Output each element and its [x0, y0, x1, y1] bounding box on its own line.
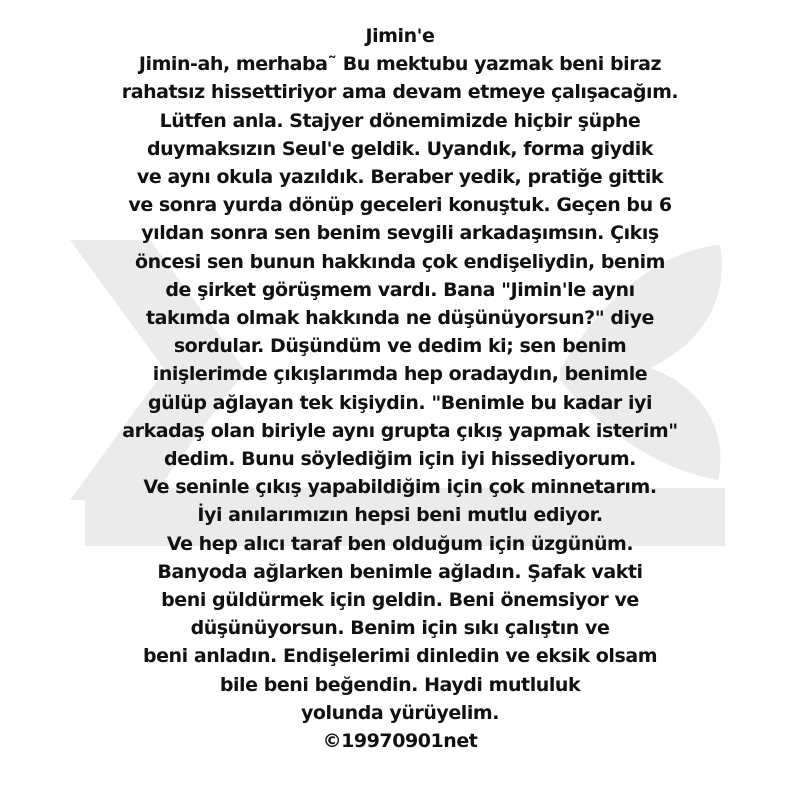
letter-line: Jimin-ah, merhaba˜ Bu mektubu yazmak beni biraz — [138, 53, 662, 76]
letter-line: takımda olmak hakkında ne düşünüyorsun?" diye — [146, 307, 654, 330]
letter-line: Ve seninle çıkış yapabildiğim için çok minnetarım. — [143, 476, 657, 499]
letter-line: beni güldürmek için geldin. Beni önemsiyor ve — [161, 589, 639, 612]
letter-line: de şirket görüşmem vardı. Bana "Jimin'le aynı — [165, 278, 635, 301]
letter-line: ve aynı okula yazıldık. Beraber yedik, pratiğe gittik — [136, 166, 664, 189]
letter-line: beni anladın. Endişelerimi dinledin ve eksik olsam — [142, 645, 658, 668]
letter-line: öncesi sen bunun hakkında çok endişeliydin, benim — [135, 250, 665, 273]
letter-signature: ©19970901net — [322, 730, 478, 753]
letter-line: gülüp ağlayan tek kişiydin. "Benimle bu kadar iyi — [147, 391, 653, 414]
letter-line: Lütfen anla. Stajyer dönemimizde hiçbir şüphe — [159, 109, 641, 132]
letter-line: İyi anılarımızın hepsi beni mutlu ediyor. — [197, 504, 603, 527]
letter-line: ve sonra yurda dönüp geceleri konuştuk. Geçen bu 6 — [128, 194, 672, 217]
letter-body — [0, 22, 800, 755]
letter-line: sordular. Düşündüm ve dedim ki; sen benim — [173, 335, 627, 358]
letter-line: düşünüyorsun. Benim için sıkı çalıştın ve — [190, 617, 610, 640]
letter-line: inişlerimde çıkışlarımda hep oradaydın, benimle — [152, 363, 648, 386]
letter-title: Jimin'e — [365, 25, 435, 47]
letter-line: arkadaş olan biriyle aynı grupta çıkış yapmak isterim" — [122, 419, 678, 442]
letter-line: yıldan sonra sen benim sevgili arkadaşımsın. Çıkış — [141, 222, 659, 245]
letter-line: rahatsız hissettiriyor ama devam etmeye çalışacağım. — [121, 81, 679, 104]
letter-line: duymaksızın Seul'e geldik. Uyandık, forma giydik — [146, 137, 654, 160]
letter-line: yolunda yürüyelim. — [300, 701, 500, 724]
letter-line: dedim. Bunu söylediğim için iyi hissediyorum. — [164, 448, 636, 471]
letter-line: Ve hep alıcı taraf ben olduğum için üzgünüm. — [166, 532, 634, 555]
letter-line: Banyoda ağlarken benimle ağladın. Şafak vakti — [157, 560, 643, 583]
letter-line: bile beni beğendin. Haydi mutluluk — [219, 673, 581, 696]
